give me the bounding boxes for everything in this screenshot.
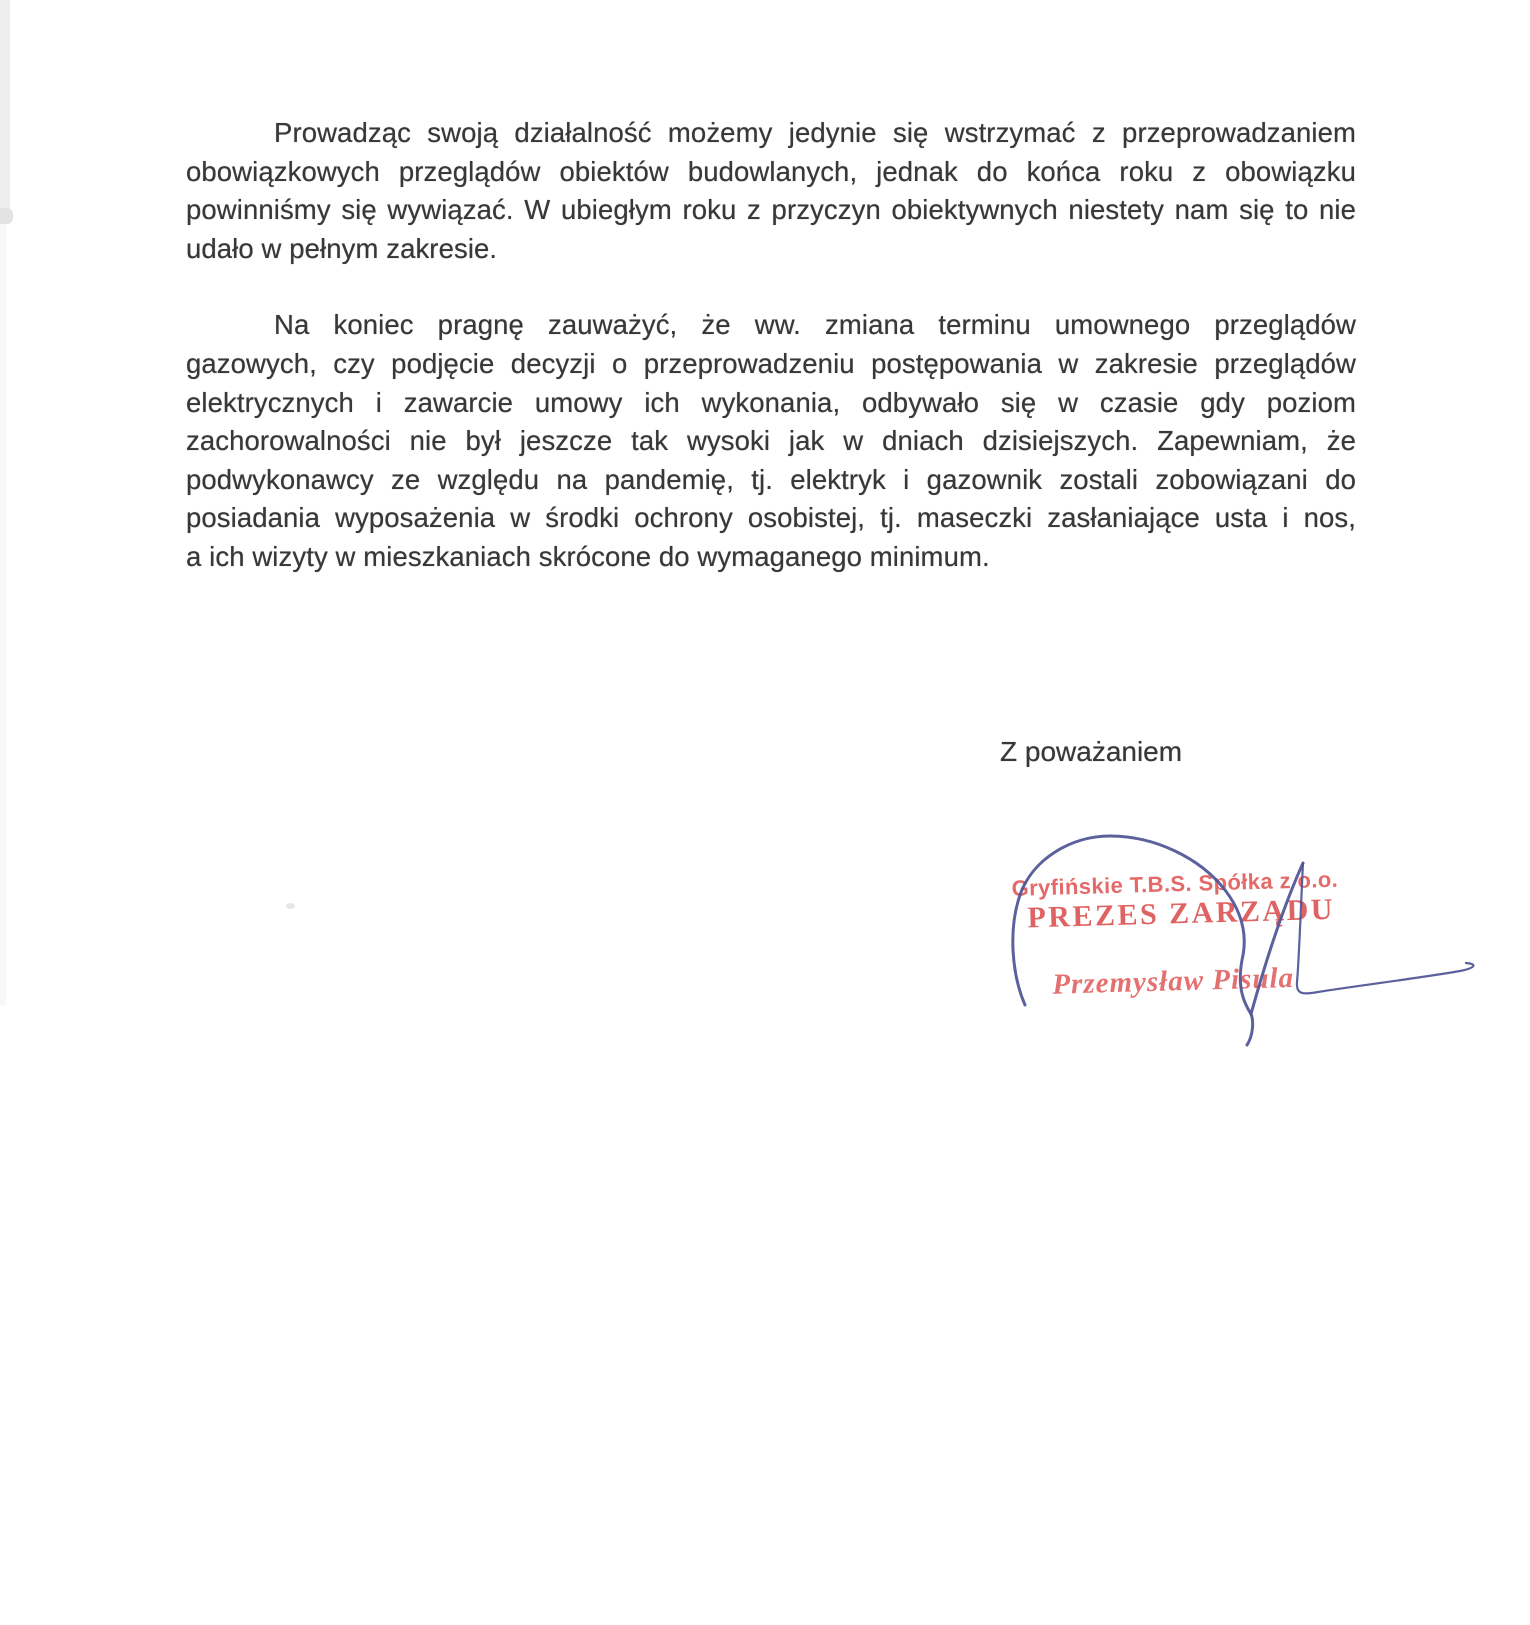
stamp-title-line: PREZES ZARZĄDU — [1026, 892, 1336, 935]
stamp-name-line: Przemysław Pisula — [1051, 961, 1295, 1001]
text-line: a ich wizyty w mieszkaniach skrócone do wymaganego minimum. — [186, 540, 990, 572]
text-line: elektrycznych i zawarcie umowy ich wykonania, odbywało się w czasie gdy poziom — [186, 386, 1356, 418]
paragraph-1 — [186, 114, 1356, 268]
scan-artifact-speck — [286, 903, 295, 909]
text-line: Na koniec pragnę zauważyć, że ww. zmiana terminu umownego przeglądów — [274, 309, 1356, 341]
signature-stroke-loop — [1013, 836, 1253, 1045]
text-line: obowiązkowych przeglądów obiektów budowlanych, jednak do końca roku z obowiązku — [186, 155, 1356, 187]
text-line: powinniśmy się wywiązać. W ubiegłym roku z przyczyn obiektywnych niestety nam się to nie — [186, 194, 1356, 226]
paragraph-2 — [186, 306, 1356, 576]
text-line: podwykonawcy ze względu na pandemię, tj. elektryk i gazownik zostali zobowiązani do — [186, 463, 1356, 495]
text-line: zachorowalności nie był jeszcze tak wysoki jak w dniach dzisiejszych. Zapewniam, że — [186, 425, 1356, 457]
signature-stroke-upstroke — [1251, 863, 1303, 1014]
scan-artifact-notch — [0, 208, 13, 224]
letter-body — [186, 114, 1356, 577]
scan-artifact-left-edge-lower — [0, 216, 6, 1006]
text-line: udało w pełnym zakresie. — [186, 232, 498, 264]
scan-artifact-left-edge — [0, 0, 10, 216]
text-line: Prowadząc swoją działalność możemy jedynie się wstrzymać z przeprowadzaniem — [274, 117, 1356, 148]
stamp-company-line: Gryfińskie T.B.S. Spółka z o.o. — [1011, 866, 1339, 901]
signature-stroke-tail — [1297, 863, 1474, 993]
text-line: gazowych, czy podjęcie decyzji o przeprowadzeniu postępowania w zakresie przeglądów — [186, 347, 1356, 379]
closing-phrase: Z poważaniem — [1000, 736, 1183, 767]
text-line: posiadania wyposażenia w środki ochrony osobistej, tj. maseczki zasłaniające usta i nos, — [186, 502, 1356, 534]
signature-ink — [980, 820, 1500, 1060]
